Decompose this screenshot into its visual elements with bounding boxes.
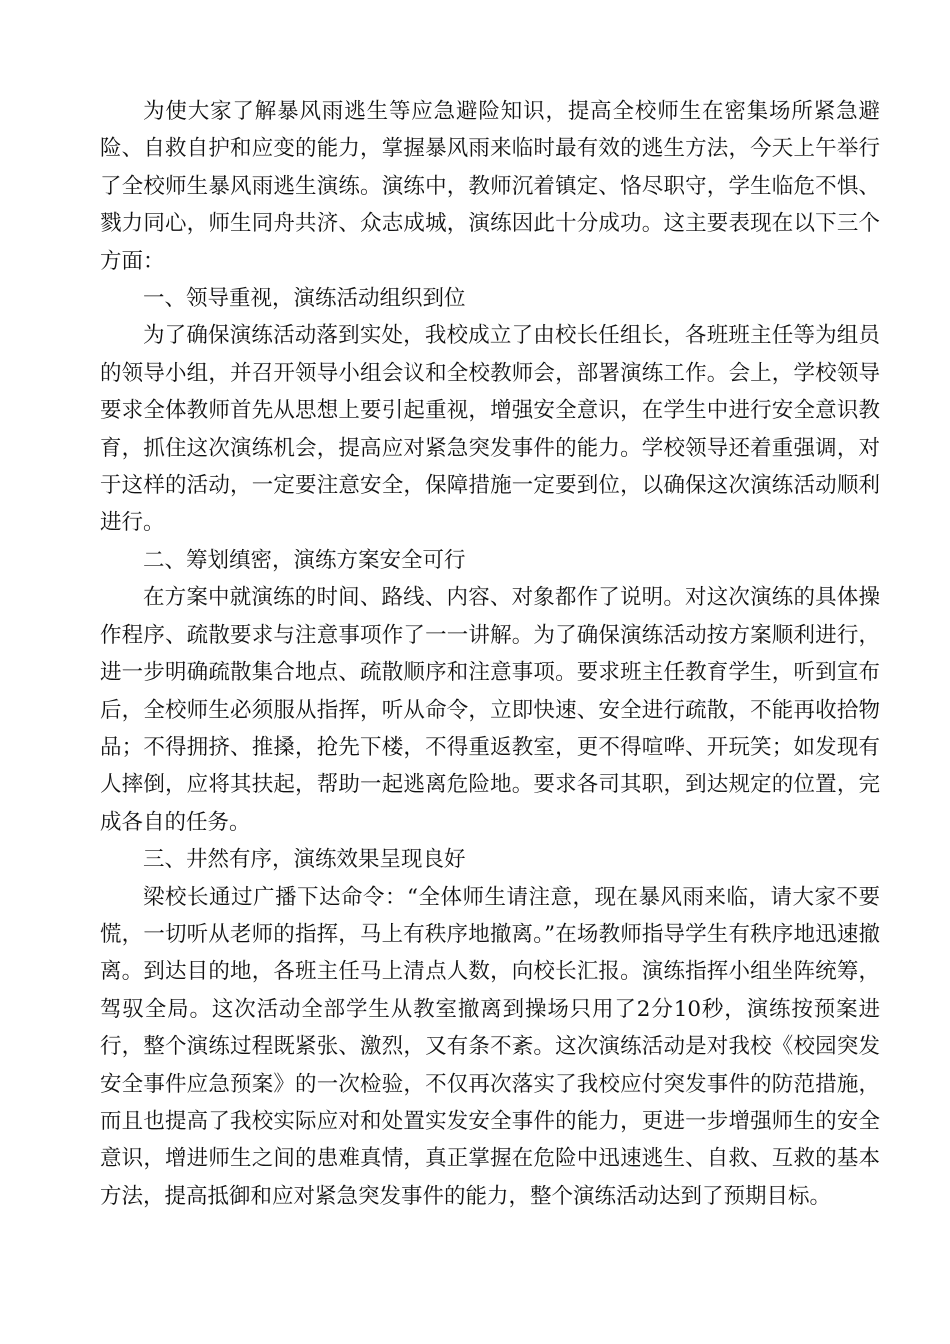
intro-paragraph: 为使大家了解暴风雨逃生等应急避险知识，提高全校师生在密集场所紧急避险、自救自护和应变的能力，掌握暴风雨来临时最有效的逃生方法，今天上午举行了全校师生暴风雨逃生演练。演练中，教师沉着镇定、恪尽职守，学生临危不惧、戮力同心，师生同舟共济、众志成城，演练因此十分成功。这主要表现在以下三个方面：: [100, 99, 880, 274]
document-body: [100, 93, 880, 1215]
section-body-2: 在方案中就演练的时间、路线、内容、对象都作了说明。对这次演练的具体操作程序、疏散要求与注意事项作了一一讲解。为了确保演练活动按方案顺利进行，进一步明确疏散集合地点、疏散顺序和注意事项。要求班主任教育学生，听到宣布后，全校师生必须服从指挥，听从命令，立即快速、安全进行疏散，不能再收拾物品；不得拥挤、推搡，抢先下楼，不得重返教室，更不得喧哗、开玩笑；如发现有人摔倒，应将其扶起，帮助一起逃离危险地。要求各司其职，到达规定的位置，完成各自的任务。: [100, 585, 880, 835]
section-heading-3: 三、井然有序，演练效果呈现良好: [143, 847, 466, 873]
section-body-1: 为了确保演练活动落到实处，我校成立了由校长任组长，各班班主任等为组员的领导小组，并召开领导小组会议和全校教师会，部署演练工作。会上，学校领导要求全体教师首先从思想上要引起重视，增强安全意识，在学生中进行安全意识教育，抓住这次演练机会，提高应对紧急突发事件的能力。学校领导还着重强调，对于这样的活动，一定要注意安全，保障措施一定要到位，以确保这次演练活动顺利进行。: [100, 323, 880, 536]
section-heading-2: 二、筹划缜密，演练方案安全可行: [143, 547, 466, 573]
section-body-3: 梁校长通过广播下达命令：“全体师生请注意，现在暴风雨来临，请大家不要慌，一切听从老师的指挥，马上有秩序地撤离。”在场教师指导学生有秩序地迅速撤离。到达目的地，各班主任马上清点人数，向校长汇报。演练指挥小组坐阵统筹，驾驭全局。这次活动全部学生从教室撤离到操场只用了2分10秒，演练按预案进行，整个演练过程既紧张、激烈，又有条不紊。这次演练活动是对我校《校园突发安全事件应急预案》的一次检验，不仅再次落实了我校应付突发事件的防范措施，而且也提高了我校实际应对和处置实发安全事件的能力，更进一步增强师生的安全意识，增进师生之间的患难真情，真正掌握在危险中迅速逃生、自救、互救的基本方法，提高抵御和应对紧急突发事件的能力，整个演练活动达到了预期目标。: [100, 884, 880, 1209]
section-heading-1: 一、领导重视，演练活动组织到位: [143, 286, 466, 312]
